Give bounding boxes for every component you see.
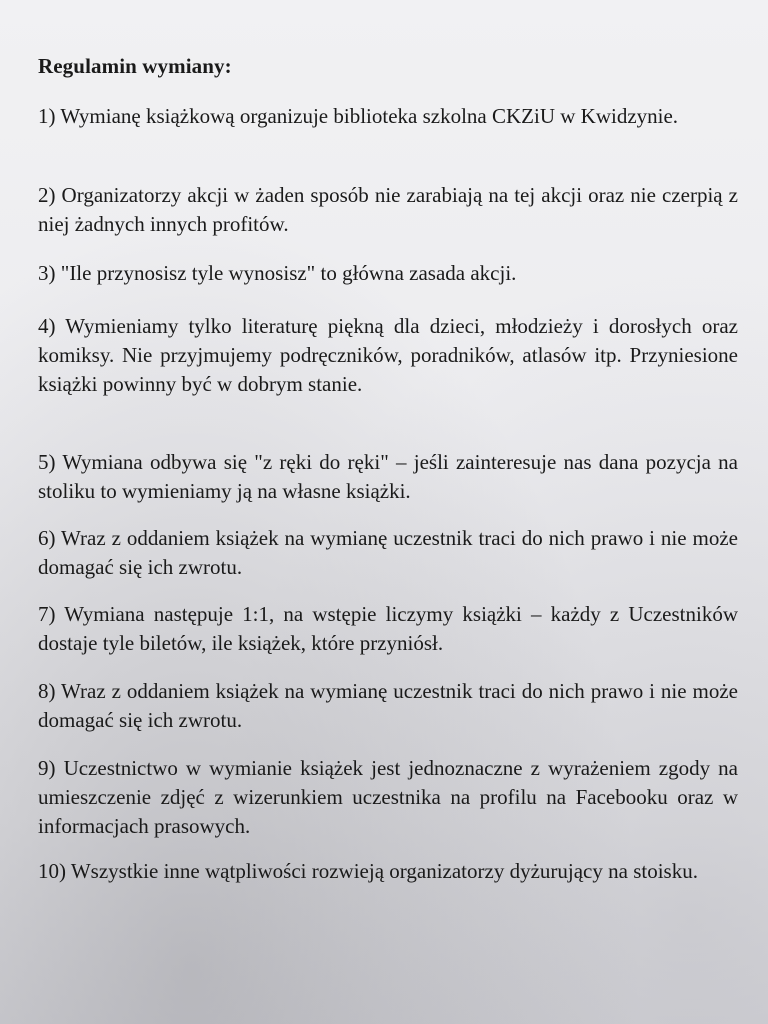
rule-5: 5) Wymiana odbywa się "z ręki do ręki" – jeśli zainteresuje nas dana pozycja na stoliku to wymieniamy ją na własne książki. [38,450,738,503]
rule-4: 4) Wymieniamy tylko literaturę piękną dla dzieci, młodzieży i dorosłych oraz komiksy. Nie przyjmujemy podręczników, poradników, atlasów itp. Przyniesione książki powinny być w dobrym stanie. [38,314,738,396]
rule-7: 7) Wymiana następuje 1:1, na wstępie liczymy książki – każdy z Uczestników dostaje tyle biletów, ile książek, które przyniósł. [38,602,738,655]
rule-8: 8) Wraz z oddaniem książek na wymianę uczestnik traci do nich prawo i nie może domagać się ich zwrotu. [38,679,738,732]
rule-1: 1) Wymianę książkową organizuje biblioteka szkolna CKZiU w Kwidzynie. [38,104,679,128]
document-title: Regulamin wymiany: [38,54,232,78]
rule-10: 10) Wszystkie inne wątpliwości rozwieją organizatorzy dyżurujący na stoisku. [38,859,698,883]
rule-6: 6) Wraz z oddaniem książek na wymianę uczestnik traci do nich prawo i nie może domagać się ich zwrotu. [38,526,738,579]
rule-3: 3) "Ile przynosisz tyle wynosisz" to główna zasada akcji. [38,261,517,285]
rule-9: 9) Uczestnictwo w wymianie książek jest jednoznaczne z wyrażeniem zgody na umieszczenie zdjęć z wizerunkiem uczestnika na profilu na Facebooku oraz w informacjach prasowych. [38,756,738,838]
rule-2: 2) Organizatorzy akcji w żaden sposób nie zarabiają na tej akcji oraz nie czerpią z niej żadnych innych profitów. [38,183,738,236]
